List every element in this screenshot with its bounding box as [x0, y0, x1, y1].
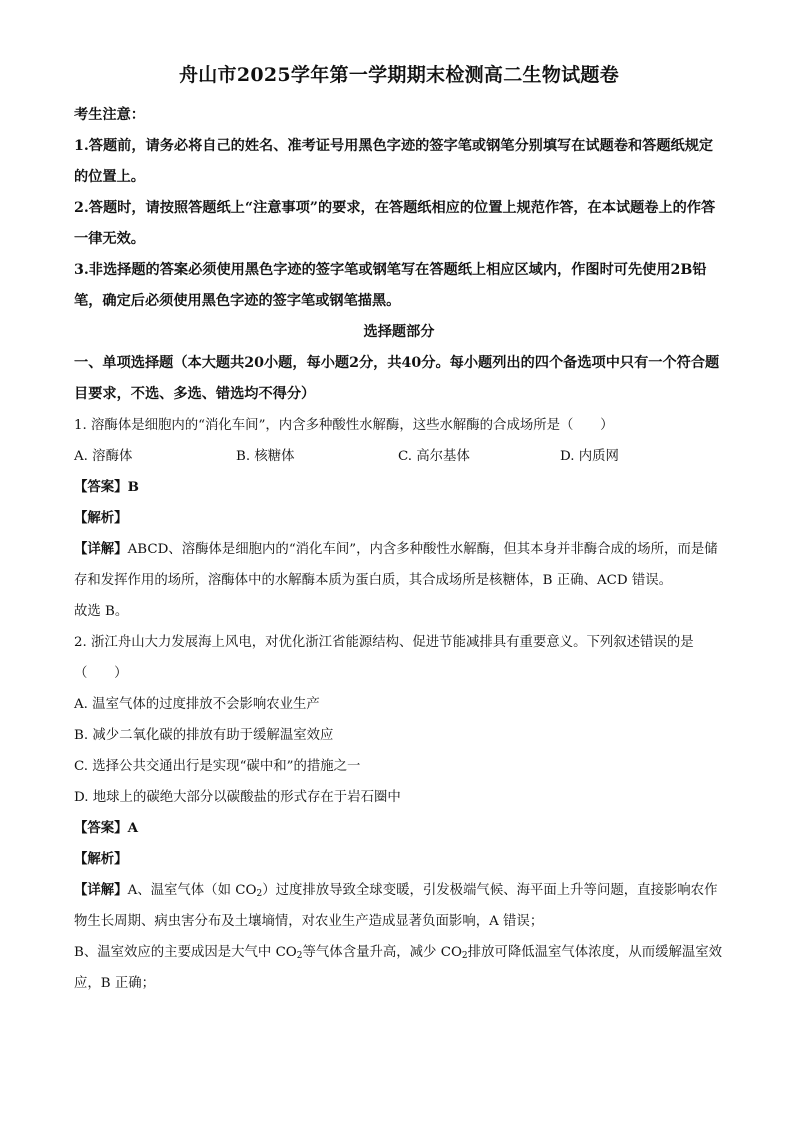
- detail-label: 【详解】: [74, 882, 128, 898]
- subscript-2: 2: [461, 951, 468, 961]
- exam-page: [74, 62, 724, 999]
- q1-conclusion: 故选 B。: [74, 604, 129, 619]
- q2-analysis-label: 【解析】: [74, 851, 128, 867]
- q2-stem: 2. 浙江舟山大力发展海上风电，对优化浙江省能源结构、促进节能减排具有重要意义。下列叙述错误的是（ ）: [74, 635, 694, 681]
- subscript-2: 2: [256, 889, 263, 899]
- q1-option-a: A. 溶酶体: [74, 449, 133, 464]
- exam-title: 舟山市2025学年第一学期期末检测高二生物试题卷: [178, 64, 620, 86]
- q1-stem: 1. 溶酶体是细胞内的“消化车间”，内含多种酸性水解酶，这些水解酶的合成场所是（ ）: [74, 418, 614, 433]
- notice-heading: 考生注意：: [74, 107, 145, 123]
- section-title: 选择题部分: [363, 324, 435, 340]
- q2-option-a: A. 温室气体的过度排放不会影响农业生产: [74, 697, 320, 712]
- q1-option-c: C. 高尔基体: [398, 449, 470, 464]
- q2-option-c: C. 选择公共交通出行是实现“碳中和”的措施之一: [74, 759, 361, 774]
- q2-answer-value: A: [127, 820, 138, 836]
- q1-option-d: D. 内质网: [560, 449, 619, 464]
- q2-detail-b-pre: B、温室效应的主要成因是大气中 CO: [74, 945, 297, 960]
- notice-3: 3.非选择题的答案必须使用黑色字迹的签字笔或钢笔写在答题纸上相应区域内，作图时可先使用2B铅笔，确定后必须使用黑色字迹的签字笔或钢笔描黑。: [74, 262, 707, 309]
- subscript-2: 2: [296, 951, 303, 961]
- q1-detail-text: ABCD、溶酶体是细胞内的“消化车间”，内含多种酸性水解酶，但其本身并非酶合成的场所，而是储存和发挥作用的场所，溶酶体中的水解酶本质为蛋白质，其合成场所是核糖体，B 正确、ACD 错误。: [74, 542, 718, 588]
- q2-detail-a-post: ）过度排放导致全球变暖，引发极端气候、海平面上升等问题，直接影响农作物生长周期、病虫害分布及土壤墒情，对农业生产造成显著负面影响，A 错误；: [74, 883, 718, 929]
- q1-detail: [74, 534, 724, 596]
- q2-detail-a: [74, 875, 724, 937]
- section-intro: 一、单项选择题（本大题共20小题，每小题2分，共40分。每小题列出的四个备选项中只有一个符合题目要求，不选、多选、错选均不得分）: [74, 355, 720, 402]
- answer-label: 【答案】: [74, 820, 128, 836]
- q1-options: [74, 441, 724, 472]
- q2-detail-b-post: 排放可降低温室气体浓度，从而缓解温室效应，B 正确；: [74, 945, 723, 991]
- notice-2: 2.答题时，请按照答题纸上“注意事项”的要求，在答题纸相应的位置上规范作答，在本试题卷上的作答一律无效。: [74, 200, 716, 247]
- q2-detail-a-pre: A、温室气体（如 CO: [127, 883, 257, 898]
- notice-1: 1.答题前，请务必将自己的姓名、准考证号用黑色字迹的签字笔或钢笔分别填写在试题卷和答题纸规定的位置上。: [74, 138, 714, 185]
- answer-label: 【答案】: [74, 479, 128, 495]
- q2-option-d: D. 地球上的碳绝大部分以碳酸盐的形式存在于岩石圈中: [74, 790, 401, 805]
- q1-analysis-label: 【解析】: [74, 510, 128, 526]
- q1-answer: [74, 472, 724, 503]
- q2-detail-b-mid: 等气体含量升高，减少 CO: [302, 945, 462, 960]
- detail-label: 【详解】: [74, 541, 128, 557]
- q2-detail-b: [74, 937, 724, 999]
- q2-option-b: B. 减少二氧化碳的排放有助于缓解温室效应: [74, 728, 334, 743]
- q1-answer-value: B: [127, 479, 139, 495]
- q2-answer: [74, 813, 724, 844]
- q1-option-b: B. 核糖体: [236, 449, 295, 464]
